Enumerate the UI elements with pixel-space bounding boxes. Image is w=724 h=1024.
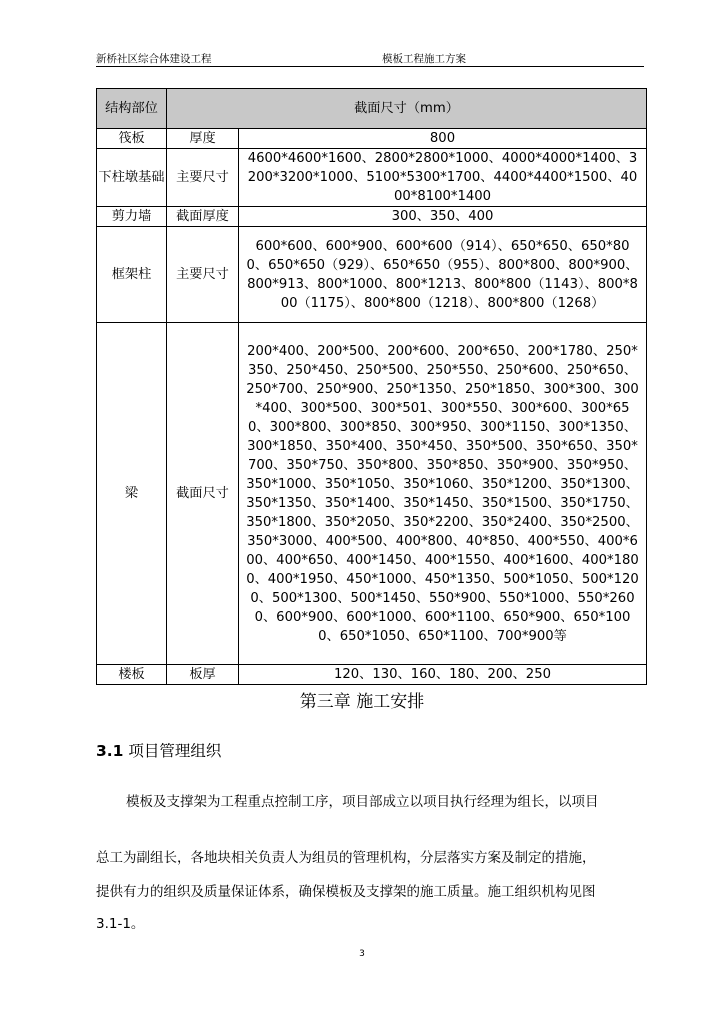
section-title: 项目管理组织 (128, 742, 222, 760)
header-cell-structure: 结构部位 (97, 89, 167, 129)
paragraph-line: 提供有力的组织及质量保证体系，确保模板及支撑架的施工质量。施工组织机构见图 (96, 884, 596, 900)
table-row (97, 665, 647, 685)
value-cell: 800 (239, 129, 647, 149)
structure-cell: 下柱墩基础 (97, 149, 167, 207)
chapter-title: 第三章 施工安排 (299, 692, 425, 712)
table-row (97, 149, 647, 207)
value-cell: 200*400、200*500、200*600、200*650、200*1780、250*350、250*450、250*500、250*550、250*600、250*650、250*700、250*900、250*1350、250*1850、300*300、300*400、300*500、300*501、300*550、300*600、300*650、300*800、300*850、300*950、300*1150、300*1350、300*1850、350*400、350*450、350*500、350*650、350*700、350*750、350*800、350*850、350*900、350*950、350*1000、350*1050、350*1060、350*1200、350*1300、350*1350、350*1400、350*1450、350*1500、350*1750、350*1800、350*2050、350*2200、350*2400、350*2500、350*3000、400*500、400*800、40*850、400*550、400*600、400*650、400*1450、400*1550、400*1600、400*1800、400*1950、450*1000、450*1350、500*1050、500*1200、500*1300、500*1450、550*900、550*1000、550*2600、600*900、600*1000、600*1100、650*900、650*1000、650*1050、650*1100、700*900等 (239, 323, 647, 665)
value-cell: 300、350、400 (239, 207, 647, 227)
table-header-row (97, 89, 647, 129)
header-cell-section-size: 截面尺寸（mm） (167, 89, 647, 129)
table-row (97, 129, 647, 149)
paragraph-line: 3.1-1。 (96, 916, 145, 932)
attribute-cell: 主要尺寸 (167, 227, 239, 323)
section-heading (96, 740, 221, 762)
structure-cell: 梁 (97, 323, 167, 665)
table-row (97, 227, 647, 323)
structure-cell: 筏板 (97, 129, 167, 149)
attribute-cell: 板厚 (167, 665, 239, 685)
structure-cell: 楼板 (97, 665, 167, 685)
section-size-table (96, 88, 647, 685)
header-divider (96, 66, 644, 67)
attribute-cell: 主要尺寸 (167, 149, 239, 207)
header-project-name: 新桥社区综合体建设工程 (96, 53, 212, 65)
paragraph-line: 模板及支撑架为工程重点控制工序，项目部成立以项目执行经理为组长，以项目 (126, 794, 599, 810)
attribute-cell: 截面尺寸 (167, 323, 239, 665)
page-number: 3 (359, 949, 365, 959)
header-document-title: 模板工程施工方案 (382, 53, 466, 65)
value-cell: 600*600、600*900、600*600（914）、650*650、650*800、650*650（929）、650*650（955）、800*800、800*900、800*913、800*1000、800*1213、800*800（1143）、800*800（1175）、800*800（1218）、800*800（1268） (239, 227, 647, 323)
attribute-cell: 厚度 (167, 129, 239, 149)
structure-cell: 剪力墙 (97, 207, 167, 227)
structure-cell: 框架柱 (97, 227, 167, 323)
section-number: 3.1 (96, 742, 124, 760)
value-cell: 120、130、160、180、200、250 (239, 665, 647, 685)
value-cell: 4600*4600*1600、2800*2800*1000、4000*4000*1400、3200*3200*1000、5100*5300*1700、4400*4400*1500、4000*8100*1400 (239, 149, 647, 207)
page-header (96, 52, 644, 66)
paragraph-line: 总工为副组长，各地块相关负责人为组员的管理机构，分层落实方案及制定的措施， (96, 850, 596, 866)
table-row (97, 207, 647, 227)
attribute-cell: 截面厚度 (167, 207, 239, 227)
table-row (97, 323, 647, 665)
